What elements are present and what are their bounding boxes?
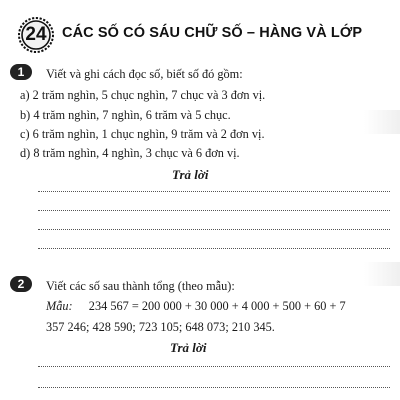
page-edge-shadow (364, 262, 400, 286)
lesson-header (4, 17, 396, 53)
exercise-1-item-d: d) 8 trăm nghìn, 4 nghìn, 3 chục và 6 đơn vị. (20, 146, 240, 160)
exercise-2-numbers: 357 246; 428 590; 723 105; 648 073; 210 345. (46, 320, 275, 334)
lesson-number-badge (18, 17, 54, 53)
exercise-2-number: 2 (10, 276, 32, 292)
answer-line[interactable] (38, 210, 390, 211)
answer-line[interactable] (38, 229, 390, 230)
answer-line[interactable] (38, 248, 390, 249)
exercise-2-answer-label: Trả lời (170, 340, 207, 355)
exercise-1-answer-label: Trả lời (172, 167, 209, 182)
page-edge-shadow (364, 110, 400, 134)
answer-line[interactable] (38, 387, 390, 388)
exercise-1-number: 1 (10, 64, 32, 80)
exercise-1-prompt: Viết và ghi cách đọc số, biết số đó gồm: (46, 67, 243, 81)
exercise-2-prompt: Viết các số sau thành tổng (theo mẫu): (46, 279, 235, 293)
answer-line[interactable] (38, 191, 390, 192)
lesson-title: CÁC SỐ CÓ SÁU CHỮ SỐ – HÀNG VÀ LỚP (62, 25, 363, 41)
exercise-1-item-c: c) 6 trăm nghìn, 1 chục nghìn, 9 trăm và 2 đơn vị. (20, 127, 265, 141)
answer-line[interactable] (38, 366, 390, 367)
exercise-1-item-a: a) 2 trăm nghìn, 5 chục nghìn, 7 chục và 3 đơn vị. (20, 88, 266, 102)
exercise-1-item-b: b) 4 trăm nghìn, 7 nghìn, 6 trăm và 5 chục. (20, 108, 231, 122)
example-label: Mẫu: (46, 299, 73, 313)
exercise-2-example-row (46, 299, 346, 313)
example-expression: 234 567 = 200 000 + 30 000 + 4 000 + 500 + 60 + 7 (88, 299, 346, 313)
lesson-number: 24 (25, 24, 47, 45)
